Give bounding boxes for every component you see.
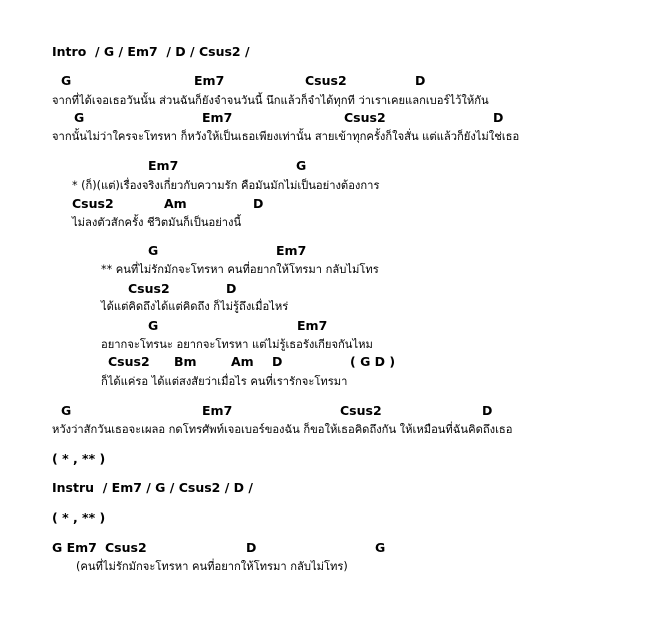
chord: Em7 <box>194 73 225 88</box>
lyric-line: หวังว่าสักวันเธอจะเผลอ กดโทรศัพท์เจอเบอร์ของฉัน ก็ขอให้เธอคิดถึงกัน ให้เหมือนที่ฉันคิดถึงเธอ <box>52 423 513 436</box>
chord: G <box>148 243 159 258</box>
chord: G <box>296 158 307 173</box>
chord: D <box>415 73 426 88</box>
chord: Bm <box>174 354 197 369</box>
chord: Em7 <box>202 403 233 418</box>
repeat-marker: ( * , ** ) <box>52 510 106 525</box>
lyric-line: (คนที่ไม่รักมักจะโทรหา คนที่อยากให้โทรมา กลับไม่โทร) <box>76 560 348 573</box>
lyric-line: จากนั้นไม่ว่าใครจะโทรหา ก็หวังให้เป็นเธอเพียงเท่านั้น สายเข้าทุกครั้งก็ใจสั่น แต่แล้วก็ยังไม่ใช่เธอ <box>52 130 520 143</box>
lyric-line: ก็ได้แค่รอ ได้แต่สงสัยว่าเมื่อไร คนที่เรารักจะโทรมา <box>101 375 348 388</box>
chord: Em7 <box>297 318 328 333</box>
chord: D <box>246 540 257 555</box>
chord: Csus2 <box>305 73 347 88</box>
lyric-line: ** คนที่ไม่รักมักจะโทรหา คนที่อยากให้โทรมา กลับไม่โทร <box>101 263 379 276</box>
chord: Csus2 <box>72 196 114 211</box>
lyric-line: จากที่ได้เจอเธอวันนั้น ส่วนฉันก็ยังจำจนวันนี้ นึกแล้วก็จำได้ทุกที ว่าเราเคยแลกเบอร์ไว้ให้กัน <box>52 94 489 107</box>
chord: G <box>61 403 72 418</box>
chord: Csus2 <box>105 540 147 555</box>
chord: Em7 <box>148 158 179 173</box>
chord: G <box>74 110 85 125</box>
chord: ( G D ) <box>350 354 396 369</box>
chord: Am <box>164 196 187 211</box>
instru-line: Instru / Em7 / G / Csus2 / D / <box>52 480 253 495</box>
chord: G <box>148 318 159 333</box>
chord: Am <box>231 354 254 369</box>
intro-line: Intro / G / Em7 / D / Csus2 / <box>52 44 250 59</box>
lyric-line: * (ก็)(แต่)เรื่องจริงเกี่ยวกับความรัก คือมันมักไม่เป็นอย่างต้องการ <box>72 179 380 192</box>
chord: Csus2 <box>108 354 150 369</box>
chord: Csus2 <box>340 403 382 418</box>
lyric-line: ได้แต่คิดถึงได้แต่คิดถึง ก็ไม่รู้ถึงเมื่อไหร่ <box>101 300 289 313</box>
chord: G <box>61 73 72 88</box>
chord: D <box>493 110 504 125</box>
lyric-line: ไม่ลงตัวสักครั้ง ชีวิตมันก็เป็นอย่างนี้ <box>72 216 242 229</box>
chord: G <box>375 540 386 555</box>
chord: Em7 <box>202 110 233 125</box>
chord: D <box>272 354 283 369</box>
chord: D <box>482 403 493 418</box>
chord: Em7 <box>276 243 307 258</box>
chord: D <box>226 281 237 296</box>
chord: D <box>253 196 264 211</box>
repeat-marker: ( * , ** ) <box>52 451 106 466</box>
chord: Csus2 <box>344 110 386 125</box>
chord: Csus2 <box>128 281 170 296</box>
lyric-line: อยากจะโทรนะ อยากจะโทรหา แต่ไม่รู้เธอรังเกียจกันไหม <box>101 338 373 351</box>
chord: G Em7 <box>52 540 97 555</box>
